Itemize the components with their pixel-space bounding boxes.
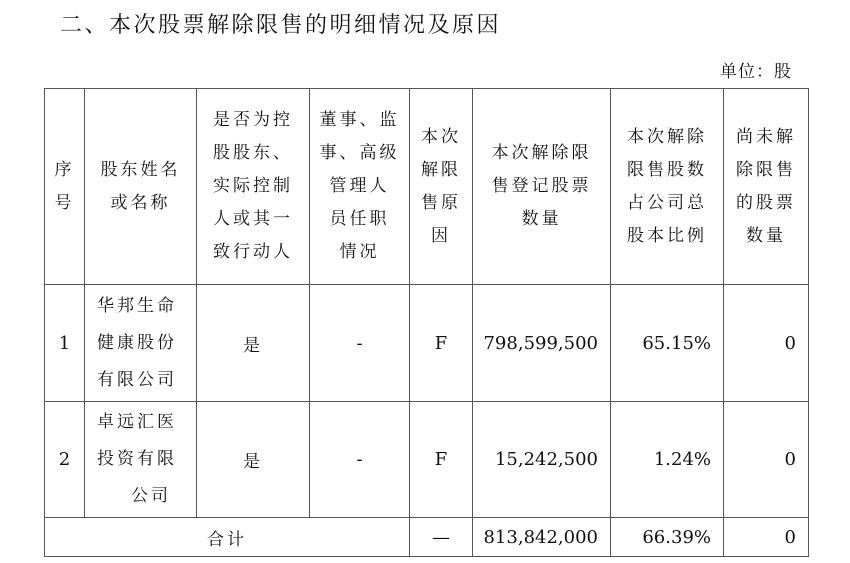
header-ratio: 本次解除 限售股数 占公司总 股本比例 xyxy=(611,89,724,285)
header-registered-qty: 本次解除限 售登记股票 数量 xyxy=(473,89,611,285)
cell-remaining-qty: 0 xyxy=(724,402,809,518)
cell-is-controlling: 是 xyxy=(197,402,310,518)
header-remaining-qty: 尚未解 除限售 的股票 数量 xyxy=(724,89,809,285)
table-row xyxy=(45,402,809,518)
cell-ratio: 65.15% xyxy=(611,285,724,402)
cell-seq: 2 xyxy=(45,402,85,518)
header-reason: 本次 解限 售原 因 xyxy=(410,89,473,285)
share-release-detail-table xyxy=(44,88,809,557)
cell-remaining-qty: 0 xyxy=(724,285,809,402)
header-holder-name: 股东姓名 或名称 xyxy=(85,89,197,285)
table-row xyxy=(45,285,809,402)
table-header-row xyxy=(45,89,809,285)
total-registered-qty: 813,842,000 xyxy=(473,518,611,557)
cell-holder-name: 华邦生命 健康股份 有限公司 xyxy=(85,285,197,402)
total-row xyxy=(45,518,809,557)
cell-dsm-role: - xyxy=(310,285,410,402)
cell-holder-name: 卓远汇医 投资有限 公司 xyxy=(85,402,197,518)
header-dsm-role: 董事、监 事、高级 管理人 员任职 情况 xyxy=(310,89,410,285)
header-seq: 序 号 xyxy=(45,89,85,285)
unit-label: 单位：股 xyxy=(720,62,792,82)
section-title: 二、本次股票解除限售的明细情况及原因 xyxy=(60,13,502,38)
cell-is-controlling: 是 xyxy=(197,285,310,402)
cell-seq: 1 xyxy=(45,285,85,402)
total-ratio: 66.39% xyxy=(611,518,724,557)
total-label: 合计 xyxy=(45,518,410,557)
cell-reason: F xyxy=(410,285,473,402)
cell-dsm-role: - xyxy=(310,402,410,518)
total-reason: — xyxy=(410,518,473,557)
cell-ratio: 1.24% xyxy=(611,402,724,518)
header-is-controlling: 是否为控 股股东、 实际控制 人或其一 致行动人 xyxy=(197,89,310,285)
cell-reason: F xyxy=(410,402,473,518)
total-remaining-qty: 0 xyxy=(724,518,809,557)
cell-registered-qty: 15,242,500 xyxy=(473,402,611,518)
cell-registered-qty: 798,599,500 xyxy=(473,285,611,402)
